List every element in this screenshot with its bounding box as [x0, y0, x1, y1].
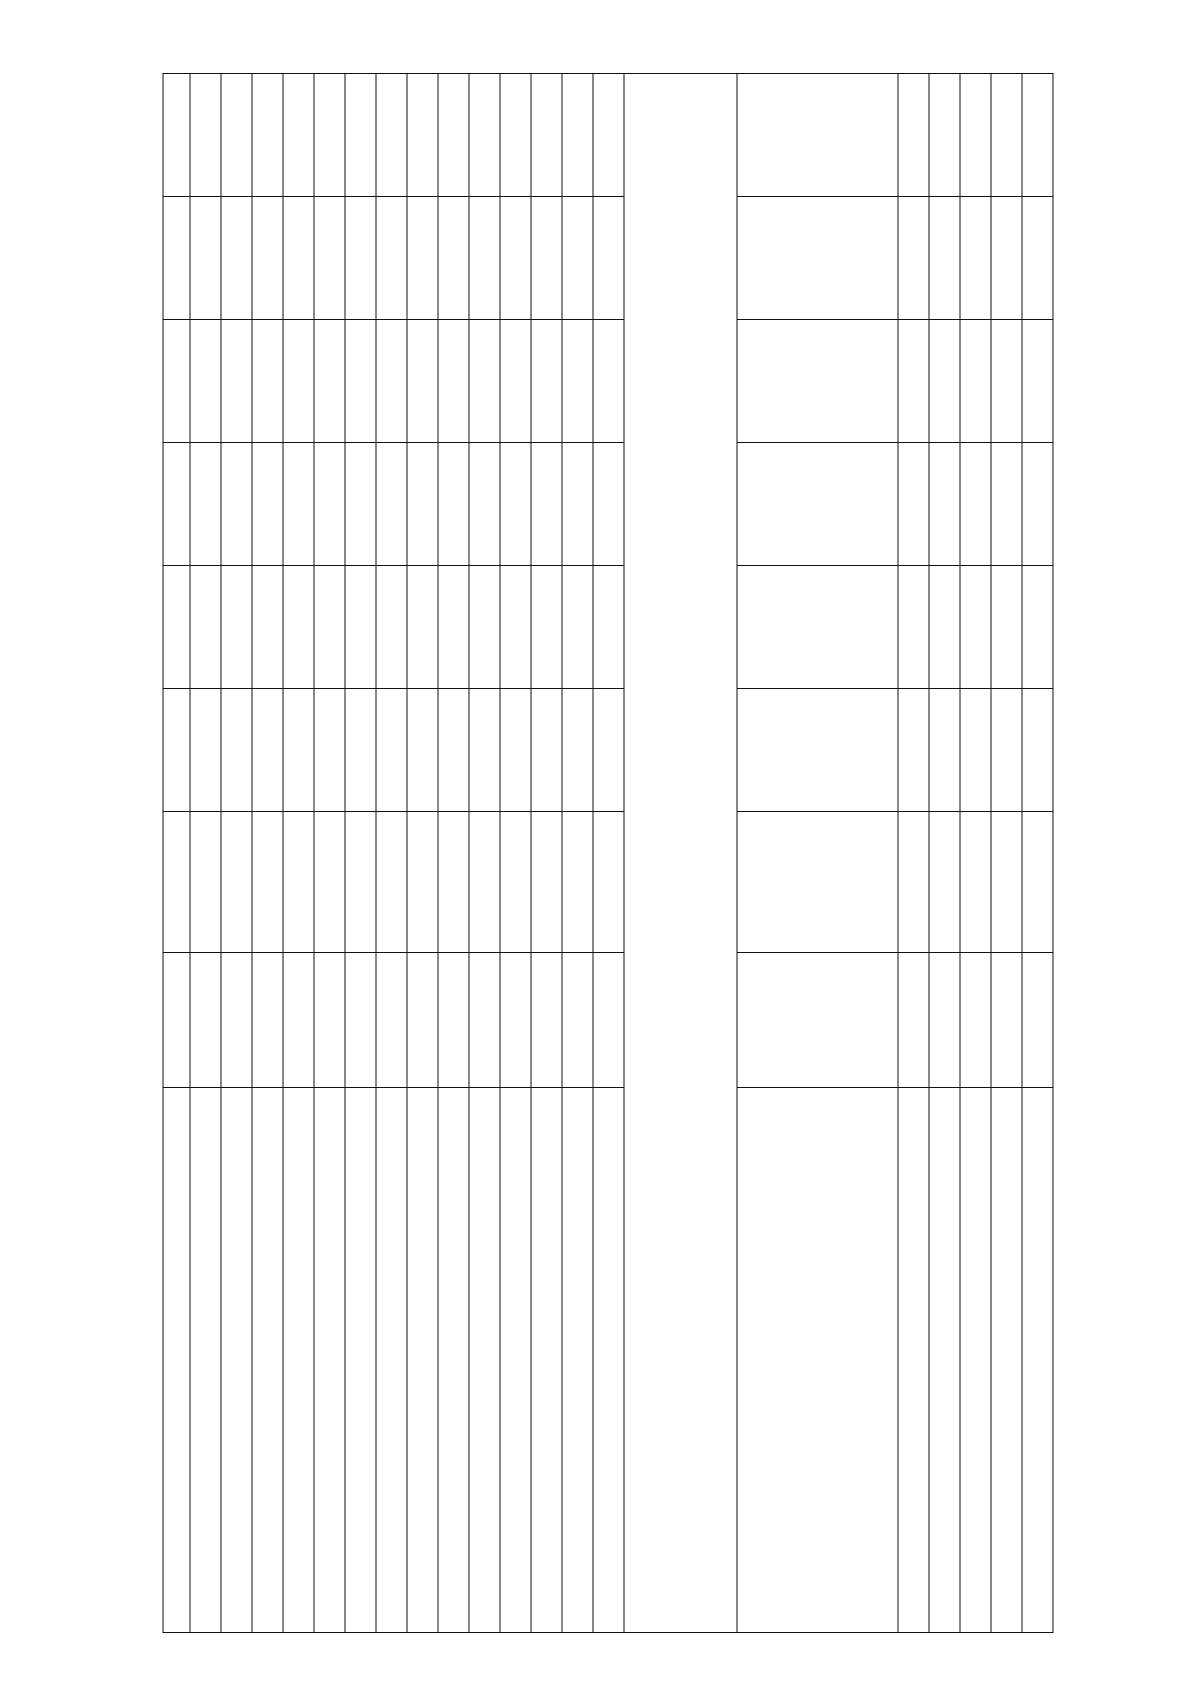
- row-label: [960, 1087, 991, 1632]
- rotated-table-container: [163, 73, 1038, 1633]
- cell-c2: [252, 952, 283, 1087]
- column-header: [163, 952, 190, 1087]
- table-row: [991, 74, 1022, 1633]
- cell-c6: [345, 443, 376, 566]
- section-heading-row: [624, 74, 737, 1633]
- cell-c3: [190, 812, 221, 952]
- cell-c6: [593, 443, 624, 566]
- cell-c6: [252, 443, 283, 566]
- cell-c8: [345, 197, 376, 320]
- table-row: [898, 74, 929, 1633]
- cell-c6: [960, 443, 991, 566]
- cell-c8: [898, 197, 929, 320]
- cell-c4: [469, 689, 500, 812]
- cell-c8: [531, 197, 562, 320]
- row-label: [500, 1087, 531, 1632]
- table-row: [562, 74, 593, 1633]
- cell-c6: [221, 443, 252, 566]
- table-row: [221, 74, 252, 1633]
- column-header: [163, 443, 190, 566]
- table-row: [469, 74, 500, 1633]
- cell-c4: [991, 689, 1022, 812]
- column-header: [163, 689, 190, 812]
- cell-c4: [345, 689, 376, 812]
- cell-c4: [314, 689, 345, 812]
- cell-c9: [531, 74, 562, 197]
- cell-c9: [190, 74, 221, 197]
- cell-c6: [737, 443, 898, 566]
- row-label: [314, 1087, 345, 1632]
- cell-c7: [438, 320, 469, 443]
- row-label: [593, 1087, 624, 1632]
- table-row: [593, 74, 624, 1633]
- cell-c6: [314, 443, 345, 566]
- cell-c2: [531, 952, 562, 1087]
- cell-c2: [991, 952, 1022, 1087]
- cell-c2: [376, 952, 407, 1087]
- cell-c8: [283, 197, 314, 320]
- cell-c7: [960, 320, 991, 443]
- cell-c5: [376, 566, 407, 689]
- cell-c7: [991, 320, 1022, 443]
- cell-c9: [991, 74, 1022, 197]
- cell-c2: [898, 952, 929, 1087]
- cell-c4: [1022, 689, 1053, 812]
- cell-c5: [221, 566, 252, 689]
- cell-c3: [531, 812, 562, 952]
- table-row: [929, 74, 960, 1633]
- row-label: [1022, 1087, 1053, 1632]
- cell-c6: [500, 443, 531, 566]
- subsection-total-row: [737, 74, 898, 1633]
- cell-c9: [929, 74, 960, 197]
- cell-c9: [562, 74, 593, 197]
- cell-c8: [221, 197, 252, 320]
- cell-c7: [929, 320, 960, 443]
- cell-c9: [376, 74, 407, 197]
- cell-c6: [531, 443, 562, 566]
- row-label: [929, 1087, 960, 1632]
- cell-c7: [407, 320, 438, 443]
- cell-c9: [314, 74, 345, 197]
- cell-c4: [593, 689, 624, 812]
- column-header: [163, 1087, 190, 1632]
- column-header: [163, 566, 190, 689]
- cell-c5: [960, 566, 991, 689]
- cell-c2: [314, 952, 345, 1087]
- cell-c2: [407, 952, 438, 1087]
- cell-c3: [1022, 812, 1053, 952]
- table-row: [376, 74, 407, 1633]
- cell-c2: [737, 952, 898, 1087]
- cell-c7: [1022, 320, 1053, 443]
- row-label: [252, 1087, 283, 1632]
- cell-c3: [407, 812, 438, 952]
- cell-c5: [929, 566, 960, 689]
- cell-c5: [345, 566, 376, 689]
- cell-c5: [469, 566, 500, 689]
- column-header: [163, 74, 190, 197]
- row-label: [438, 1087, 469, 1632]
- cell-c7: [593, 320, 624, 443]
- cell-c5: [593, 566, 624, 689]
- cell-c4: [500, 689, 531, 812]
- cell-c5: [407, 566, 438, 689]
- table-row: [407, 74, 438, 1633]
- cell-c4: [283, 689, 314, 812]
- cell-c8: [991, 197, 1022, 320]
- cell-c2: [960, 952, 991, 1087]
- cell-c5: [252, 566, 283, 689]
- table-row: [314, 74, 345, 1633]
- cell-c4: [190, 689, 221, 812]
- cell-c9: [438, 74, 469, 197]
- cell-c8: [929, 197, 960, 320]
- cell-c5: [898, 566, 929, 689]
- cell-c4: [221, 689, 252, 812]
- row-label: [345, 1087, 376, 1632]
- column-header: [163, 812, 190, 952]
- cell-c6: [190, 443, 221, 566]
- cell-c8: [500, 197, 531, 320]
- cell-c9: [469, 74, 500, 197]
- cell-c3: [469, 812, 500, 952]
- cell-c2: [469, 952, 500, 1087]
- cell-c3: [898, 812, 929, 952]
- cell-c4: [737, 689, 898, 812]
- cell-c6: [991, 443, 1022, 566]
- row-label: [898, 1087, 929, 1632]
- cell-c8: [562, 197, 593, 320]
- row-label: [283, 1087, 314, 1632]
- table-row: [345, 74, 376, 1633]
- cell-c4: [438, 689, 469, 812]
- table-row: [252, 74, 283, 1633]
- cell-c8: [1022, 197, 1053, 320]
- cell-c7: [500, 320, 531, 443]
- cell-c2: [438, 952, 469, 1087]
- cell-c2: [190, 952, 221, 1087]
- cell-c9: [500, 74, 531, 197]
- row-label: [469, 1087, 500, 1632]
- cell-c5: [190, 566, 221, 689]
- table-row: [283, 74, 314, 1633]
- cell-c9: [252, 74, 283, 197]
- cell-c5: [500, 566, 531, 689]
- table-row: [438, 74, 469, 1633]
- cell-c2: [283, 952, 314, 1087]
- cell-c9: [1022, 74, 1053, 197]
- cell-c8: [376, 197, 407, 320]
- cell-c6: [407, 443, 438, 566]
- cell-c8: [593, 197, 624, 320]
- cell-c3: [345, 812, 376, 952]
- cell-c7: [190, 320, 221, 443]
- cell-c2: [562, 952, 593, 1087]
- cell-c9: [960, 74, 991, 197]
- cell-c4: [376, 689, 407, 812]
- table-body: [163, 74, 1053, 1633]
- row-label: [737, 1087, 898, 1632]
- cell-c9: [737, 74, 898, 197]
- row-label: [376, 1087, 407, 1632]
- cell-c2: [1022, 952, 1053, 1087]
- cell-c7: [221, 320, 252, 443]
- table-row: [960, 74, 991, 1633]
- column-header: [163, 320, 190, 443]
- cell-c7: [283, 320, 314, 443]
- cell-c6: [438, 443, 469, 566]
- table-row: [500, 74, 531, 1633]
- cell-c3: [737, 812, 898, 952]
- cell-c9: [898, 74, 929, 197]
- cell-c4: [562, 689, 593, 812]
- row-label: [991, 1087, 1022, 1632]
- cell-c2: [221, 952, 252, 1087]
- cell-c8: [407, 197, 438, 320]
- data-table: [163, 73, 1054, 1633]
- cell-c2: [929, 952, 960, 1087]
- row-label: [562, 1087, 593, 1632]
- cell-c8: [190, 197, 221, 320]
- row-label: [221, 1087, 252, 1632]
- cell-c8: [960, 197, 991, 320]
- cell-c7: [737, 320, 898, 443]
- cell-c3: [283, 812, 314, 952]
- cell-c3: [221, 812, 252, 952]
- cell-c7: [252, 320, 283, 443]
- section-heading: [624, 74, 737, 1633]
- cell-c7: [314, 320, 345, 443]
- cell-c7: [345, 320, 376, 443]
- cell-c2: [345, 952, 376, 1087]
- cell-c6: [562, 443, 593, 566]
- cell-c5: [531, 566, 562, 689]
- cell-c6: [1022, 443, 1053, 566]
- cell-c6: [283, 443, 314, 566]
- cell-c4: [898, 689, 929, 812]
- cell-c3: [252, 812, 283, 952]
- cell-c3: [960, 812, 991, 952]
- cell-c3: [438, 812, 469, 952]
- cell-c6: [898, 443, 929, 566]
- cell-c6: [469, 443, 500, 566]
- column-header: [163, 197, 190, 320]
- cell-c5: [283, 566, 314, 689]
- cell-c8: [438, 197, 469, 320]
- cell-c3: [929, 812, 960, 952]
- cell-c4: [929, 689, 960, 812]
- cell-c8: [469, 197, 500, 320]
- cell-c8: [314, 197, 345, 320]
- cell-c5: [562, 566, 593, 689]
- cell-c5: [737, 566, 898, 689]
- cell-c4: [960, 689, 991, 812]
- cell-c7: [469, 320, 500, 443]
- table-row: [1022, 74, 1053, 1633]
- header-row: [163, 74, 190, 1633]
- cell-c3: [376, 812, 407, 952]
- cell-c5: [1022, 566, 1053, 689]
- cell-c4: [252, 689, 283, 812]
- cell-c9: [221, 74, 252, 197]
- cell-c7: [376, 320, 407, 443]
- cell-c3: [500, 812, 531, 952]
- cell-c7: [898, 320, 929, 443]
- cell-c7: [531, 320, 562, 443]
- cell-c9: [593, 74, 624, 197]
- row-label: [407, 1087, 438, 1632]
- cell-c5: [314, 566, 345, 689]
- cell-c3: [314, 812, 345, 952]
- cell-c3: [593, 812, 624, 952]
- cell-c4: [407, 689, 438, 812]
- cell-c2: [593, 952, 624, 1087]
- cell-c6: [929, 443, 960, 566]
- cell-c9: [283, 74, 314, 197]
- cell-c2: [500, 952, 531, 1087]
- cell-c9: [345, 74, 376, 197]
- cell-c8: [737, 197, 898, 320]
- table-row: [531, 74, 562, 1633]
- row-label: [190, 1087, 221, 1632]
- cell-c4: [531, 689, 562, 812]
- cell-c3: [562, 812, 593, 952]
- cell-c5: [991, 566, 1022, 689]
- cell-c7: [562, 320, 593, 443]
- cell-c9: [407, 74, 438, 197]
- cell-c6: [376, 443, 407, 566]
- cell-c5: [438, 566, 469, 689]
- row-label: [531, 1087, 562, 1632]
- cell-c8: [252, 197, 283, 320]
- cell-c3: [991, 812, 1022, 952]
- table-row: [190, 74, 221, 1633]
